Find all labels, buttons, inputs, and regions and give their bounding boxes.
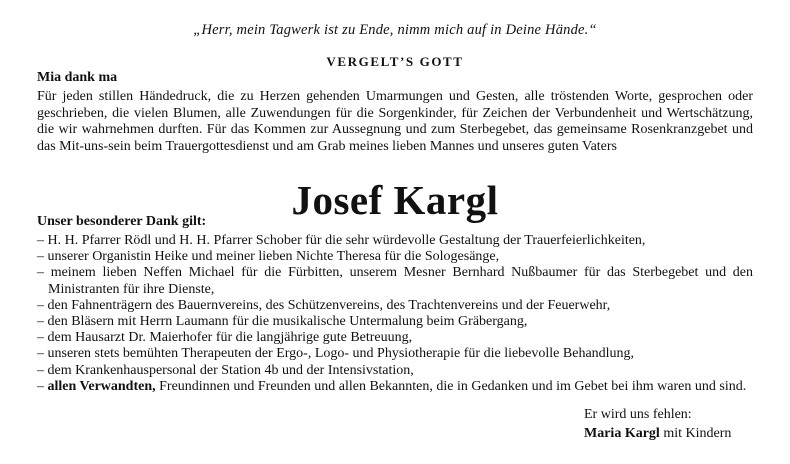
- signer-name: Maria Kargl: [584, 426, 660, 441]
- list-item: – unserer Organistin Heike und meiner lieben Nichte Theresa für die Sologesänge,: [37, 249, 753, 265]
- signature-line: [584, 424, 731, 443]
- thanks-list: [37, 233, 753, 395]
- closing-block: [584, 405, 731, 443]
- opening-quote: „Herr, mein Tagwerk ist zu Ende, nimm mich auf in Deine Hände.“: [193, 22, 597, 38]
- list-item: – den Fahnenträgern des Bauernvereins, des Schützenvereins, des Trachtenvereins und der Feuerwehr,: [37, 298, 753, 314]
- list-item-last: [37, 379, 753, 395]
- deceased-name: Josef Kargl: [291, 177, 499, 223]
- list-item: – meinem lieben Neffen Michael für die Fürbitten, unserem Mesner Bernhard Nußbaumer für das Sterbegebet und den Ministranten für ihre Dienste,: [37, 265, 753, 297]
- list-item: – H. H. Pfarrer Rödl und H. H. Pfarrer Schober für die sehr würdevolle Gestaltung der Trauerfeierlichkeiten,: [37, 233, 753, 249]
- greeting: Mia dank ma: [37, 70, 118, 85]
- list-item: – dem Hausarzt Dr. Maierhofer für die langjährige gute Betreuung,: [37, 330, 753, 346]
- special-thanks-heading: Unser besonderer Dank gilt:: [37, 214, 207, 229]
- relatives-rest: Freundinnen und Freunden und allen Bekannten, die in Gedanken und im Gebet bei ihm waren und sind.: [155, 378, 747, 394]
- list-item: – den Bläsern mit Herrn Laumann für die musikalische Untermalung beim Gräbergang,: [37, 314, 753, 330]
- closing-line: Er wird uns fehlen:: [584, 407, 692, 422]
- intro-paragraph: Für jeden stillen Händedruck, die zu Herzen gehenden Umarmungen und Gesten, alle tröstenden Worte, gesprochen oder geschrieben, die vielen Blumen, alle Zuwendungen für die Sorgenkinder, für Zeichen der Verbundenheit und Wertschätzung, die wir wahrnehmen durften. Für das Kommen zur Aussegnung und zum Sterbegebet, das gemeinsame Rosenkranzgebet und das Mit-uns-sein beim Trauergottesdienst und am Grab meines lieben Mannes und unseres guten Vaters: [37, 89, 753, 154]
- thanks-heading: VERGELT’S GOTT: [326, 54, 464, 69]
- relatives-bold: allen Verwandten,: [47, 378, 156, 394]
- list-item: – dem Krankenhauspersonal der Station 4b und der Intensivstation,: [37, 363, 753, 379]
- signer-suffix: mit Kindern: [659, 426, 732, 441]
- list-item: – unseren stets bemühten Therapeuten der Ergo-, Logo- und Physiotherapie für die liebevolle Behandlung,: [37, 346, 753, 362]
